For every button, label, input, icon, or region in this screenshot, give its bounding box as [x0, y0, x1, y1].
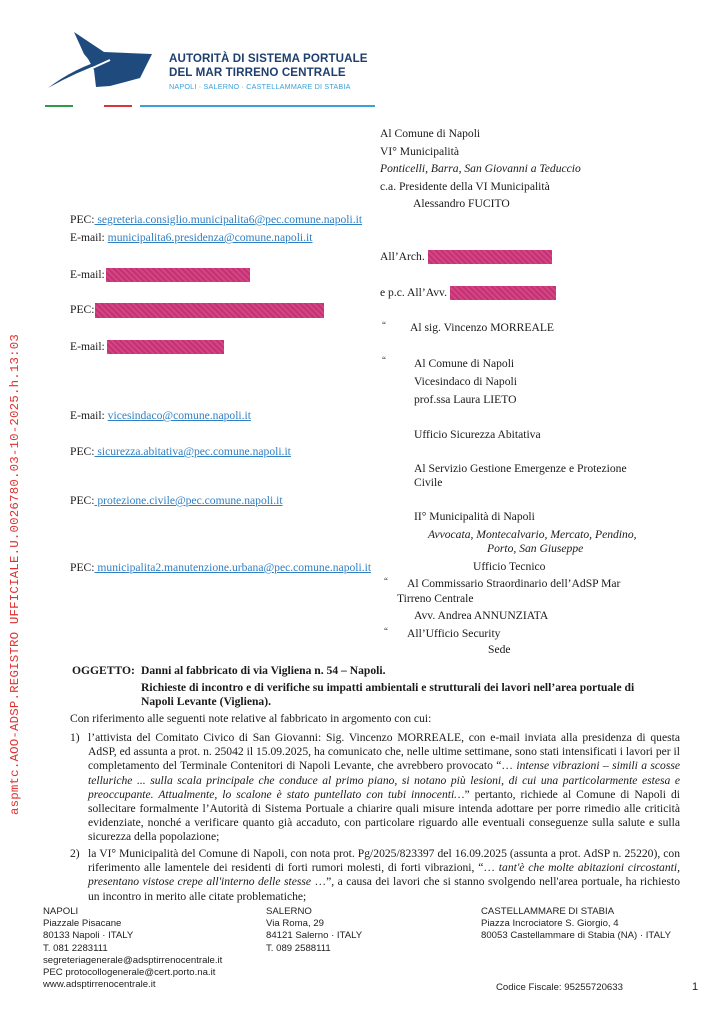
- recipient-sicurezza: Ufficio Sicurezza Abitativa: [414, 428, 541, 441]
- recipient-main: [380, 125, 581, 213]
- recipient-line: VI° Municipalità: [380, 144, 460, 158]
- recipient-muni2: II° Municipalità di Napoli: [414, 510, 535, 523]
- ditto-mark: “: [384, 576, 388, 586]
- body-item-1: 1) l’attivista del Comitato Civico di San Giovanni: Sig. Vincenzo MORREALE, con e-mail inviata alla presidenza di questa AdSP, ed assunta a prot. n. 25042 il 15.09.2025, ha comunicato che, nelle ultime settimane, sono stati intensificati i lavori per il completamento del Terminale Contenitori di Napoli Levante, che avrebbero provocato “… intense vibrazioni – simili a scosse telluriche ... sulla scala principale che conduce al primo piano, si notano più lesioni, di cui una particolarmente estesa e preoccupante. Attualmente, lo scalone è stato puntellato con tubi innocenti…” pertanto, richiede al Comune di Napoli di sollecitare formalmente l’Autorità di Sistema Portuale a chiarire quali misure intenda adottare per porre rimedio alle criticità evidenziate, nonché a verificare quanto già accaduto, con particolare riguardo alle eventuali conseguenze sulla salute e sulla sicurezza della popolazione;: [70, 731, 680, 844]
- recipient-line: c.a. Presidente della VI Municipalità: [380, 179, 550, 193]
- recipient-tecnico: Ufficio Tecnico: [473, 560, 546, 573]
- footer-pec: PEC protocollogenerale@cert.porto.na.it: [43, 967, 216, 979]
- page-number: 1: [692, 981, 699, 993]
- redacted-email: [106, 268, 250, 282]
- recipient-sede: Sede: [488, 643, 511, 656]
- flag-green-bar: [45, 105, 73, 107]
- flag-red-bar: [104, 105, 132, 107]
- recipient-line: Al Comune di Napoli: [380, 127, 481, 140]
- contact-row: PEC: protezione.civile@pec.comune.napoli.it: [70, 494, 283, 507]
- contact-row: PEC: sicurezza.abitativa@pec.comune.napoli.it: [70, 445, 291, 458]
- recipient-arch: All’Arch.: [380, 250, 552, 264]
- recipient-muni2-areas: Avvocata, Montecalvario, Mercato, Pendino,: [428, 528, 637, 541]
- pec-link[interactable]: protezione.civile@pec.comune.napoli.it: [94, 494, 283, 507]
- pec-link[interactable]: segreteria.consiglio.municipalita6@pec.comune.napoli.it: [94, 213, 363, 226]
- contact-row: E-mail: municipalita6.presidenza@comune.napoli.it: [70, 231, 313, 244]
- recipient-avv: e p.c. All’Avv.: [380, 286, 556, 300]
- org-name-line2: DEL MAR TIRRENO CENTRALE: [169, 66, 346, 79]
- ditto-mark: “: [384, 626, 388, 636]
- org-cities: NAPOLI · SALERNO · CASTELLAMMARE DI STABIA: [169, 82, 351, 91]
- header-blue-rule: [140, 105, 375, 107]
- email-link[interactable]: municipalita6.presidenza@comune.napoli.it: [107, 231, 313, 244]
- contact-row: E-mail:: [70, 340, 224, 354]
- recipient-commissario: Al Commissario Straordinario dell’AdSP Mar: [407, 577, 621, 590]
- contact-row: PEC:: [70, 303, 324, 318]
- pec-link[interactable]: sicurezza.abitativa@pec.comune.napoli.it: [94, 445, 291, 458]
- email-link[interactable]: vicesindaco@comune.napoli.it: [107, 409, 251, 422]
- recipient-security: All’Ufficio Security: [407, 627, 501, 640]
- footer-castellammare: CASTELLAMMARE DI STABIA Piazza Incrociatore S. Giorgio, 4 80053 Castellammare di Stabia (NA) · ITALY: [481, 906, 671, 942]
- org-name: [169, 52, 368, 80]
- footer-napoli: NAPOLI Piazzale Pisacane 80133 Napoli · ITALY T. 081 2283111 segreteriagenerale@adsptirrenocentrale.it PEC protocollogenerale@cert.porto.na.it www.adsptirrenocentrale.it: [43, 906, 223, 991]
- subject-line: Danni al fabbricato di via Vigliena n. 54 – Napoli.: [141, 664, 386, 677]
- recipient-name: Alessandro FUCITO: [413, 197, 510, 210]
- contact-row: E-mail: vicesindaco@comune.napoli.it: [70, 409, 251, 422]
- recipient-muni2-areas: Porto, San Giuseppe: [487, 542, 584, 555]
- recipient-commissario: Tirreno Centrale: [397, 592, 474, 605]
- recipient-servizio: Al Servizio Gestione Emergenze e Protezione Civile: [414, 462, 627, 489]
- redacted-name: [450, 286, 556, 300]
- contact-row: PEC: municipalita2.manutenzione.urbana@pec.comune.napoli.it: [70, 561, 372, 574]
- protocol-stamp: aspmtc.AOO-ADSP.REGISTRO UFFICIALE.U.0026780.03-10-2025.h.13:03: [8, 333, 22, 815]
- org-name-line1: AUTORITÀ DI SISTEMA PORTUALE: [169, 52, 368, 65]
- footer-website: www.adsptirrenocentrale.it: [43, 979, 156, 991]
- codice-fiscale: Codice Fiscale: 95255720633: [496, 982, 623, 993]
- redacted-email: [107, 340, 224, 354]
- ditto-mark: “: [382, 320, 386, 330]
- redacted-name: [428, 250, 552, 264]
- recipient-morreale: Al sig. Vincenzo MORREALE: [410, 321, 554, 334]
- subject-label: OGGETTO:: [72, 664, 135, 677]
- subject-line: Napoli Levante (Vigliena).: [141, 695, 271, 708]
- ditto-mark: “: [382, 355, 386, 365]
- body-intro: Con riferimento alle seguenti note relative al fabbricato in argomento con cui:: [70, 712, 432, 725]
- contact-row: PEC: segreteria.consiglio.municipalita6@pec.comune.napoli.it: [70, 213, 363, 226]
- footer-salerno: SALERNO Via Roma, 29 84121 Salerno · ITALY T. 089 2588111: [266, 906, 363, 954]
- redacted-pec: [95, 303, 324, 318]
- footer-email: segreteriagenerale@adsptirrenocentrale.it: [43, 954, 223, 966]
- recipient-line: Ponticelli, Barra, San Giovanni a Teduccio: [380, 162, 581, 175]
- body-item-text: la VI° Municipalità del Comune di Napoli, con nota prot. Pg/2025/823397 del 16.09.2025 (assunta a prot. AdSP n. 25220), con riferimento alle lamentele dei residenti di forti rumori molesti, di forti vibrazioni, “… tant'è che molte abitazioni circostanti, presentano vistose crepe all'interno delle stesse …”, a causa dei lavori che si stanno svolgendo nell'area portuale, ha richiesto un incontro in merito alle citate problematiche;: [88, 847, 680, 903]
- body-item-2: 2) la VI° Municipalità del Comune di Napoli, con nota prot. Pg/2025/823397 del 16.09.2025 (assunta a prot. AdSP n. 25220), con riferimento alle lamentele dei residenti di forti rumori molesti, di forti vibrazioni, “… tant'è che molte abitazioni circostanti, presentano vistose crepe all'interno delle stesse …”, a causa dei lavori che si stanno svolgendo nell'area portuale, ha richiesto un incontro in merito alle citate problematiche;: [70, 847, 680, 903]
- recipient-annunziata: Avv. Andrea ANNUNZIATA: [414, 609, 549, 622]
- recipient-comune: Al Comune di Napoli Vicesindaco di Napoli prof.ssa Laura LIETO: [414, 357, 517, 406]
- ship-sail-logo-icon: [44, 30, 164, 92]
- subject-line: Richieste di incontro e di verifiche su impatti ambientali e strutturali dei lavori nell’area portuale di: [141, 681, 635, 694]
- contact-row: E-mail:: [70, 268, 250, 282]
- pec-link[interactable]: municipalita2.manutenzione.urbana@pec.comune.napoli.it: [94, 561, 372, 574]
- body-item-text: l’attivista del Comitato Civico di San Giovanni: Sig. Vincenzo MORREALE, con e-mail inviata alla presidenza di questa AdSP, ed assunta a prot. n. 25042 il 15.09.2025, ha comunicato che, nelle ultime settimane, sono stati intensificati i lavori per il completamento del Terminale Contenitori di Napoli Levante, che avrebbero provocato “… intense vibrazioni – simili a scosse telluriche ... sulla scala principale che conduce al primo piano, si notano più lesioni, di cui una particolarmente estesa e preoccupante. Attualmente, lo scalone è stato puntellato con tubi innocenti…” pertanto, richiede al Comune di Napoli di sollecitare formalmente l’Autorità di Sistema Portuale a chiarire quali misure intenda adottare per porre rimedio alle criticità evidenziate, nonché a verificare quanto già accaduto, con particolare riguardo alle eventuali conseguenze sulla salute e sulla sicurezza della popolazione;: [88, 731, 680, 844]
